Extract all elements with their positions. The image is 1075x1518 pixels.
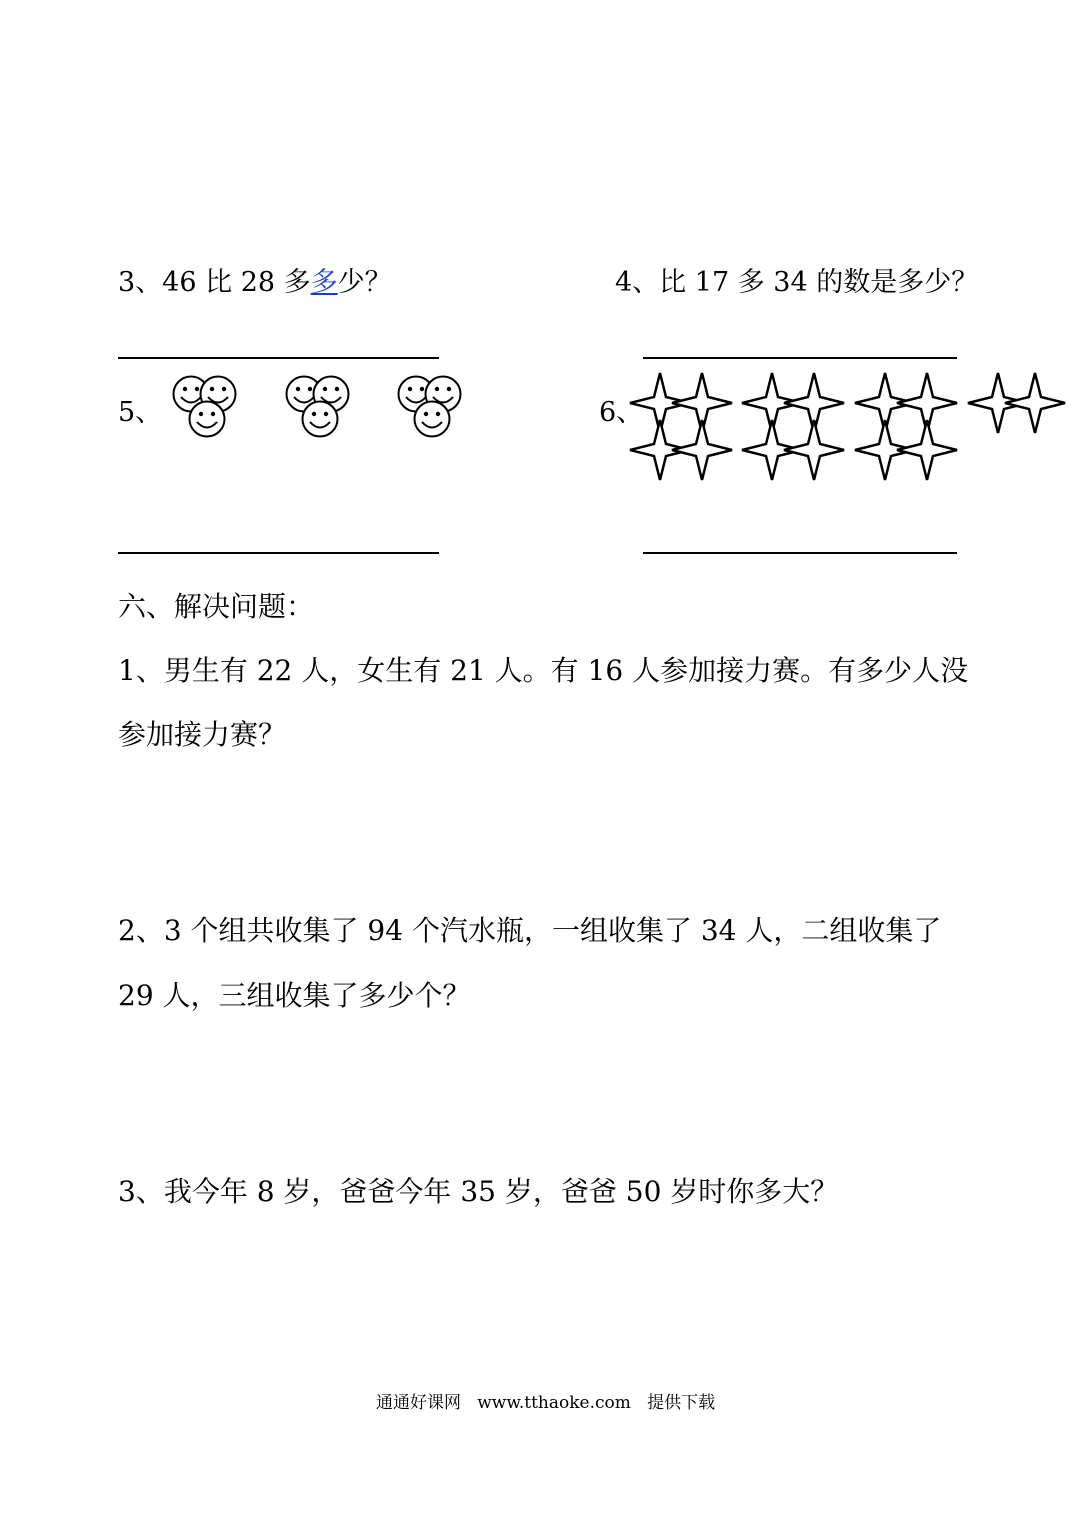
- four-point-star-icon: [672, 420, 732, 480]
- answer-line-q3: [118, 357, 439, 359]
- question-3-tail: 少？: [337, 267, 392, 298]
- star-group-1: [630, 373, 732, 480]
- problem-1-line-2: 参加接力赛？: [118, 718, 287, 751]
- problem-2-line-1: 2、3 个组共收集了 94 个汽水瓶，一组收集了 34 人，二组收集了: [118, 914, 942, 947]
- problem-3-line-1: 3、我今年 8 岁，爸爸今年 35 岁，爸爸 50 岁时你多大？: [118, 1175, 839, 1208]
- section-title: 六、解决问题：: [118, 590, 315, 623]
- smiley-group-1: [174, 377, 236, 437]
- smiley-group-2: [287, 377, 349, 437]
- answer-line-q5: [118, 552, 439, 554]
- question-4: 4、比 17 多 34 的数是多少？: [615, 267, 979, 298]
- smiley-group-3: [399, 377, 461, 437]
- smiley-face-icon: [415, 402, 450, 437]
- footer-text: 通通好课网 www.tthaoke.com 提供下载: [376, 1393, 716, 1413]
- star-group-2: [742, 373, 844, 480]
- four-point-star-icon: [1005, 373, 1065, 433]
- problem-2-line-2: 29 人，三组收集了多少个？: [118, 979, 471, 1012]
- smiley-face-icon: [303, 402, 338, 437]
- question-6-label: 6、: [599, 397, 644, 428]
- q6-figure: [638, 370, 1068, 490]
- q5-figure: [170, 374, 490, 444]
- star-group-4: [968, 373, 1065, 433]
- four-point-star-icon: [897, 420, 957, 480]
- smiley-face-icon: [190, 402, 225, 437]
- question-3-highlight[interactable]: 多: [310, 267, 338, 298]
- question-5-label: 5、: [118, 397, 163, 428]
- problem-1-line-1: 1、男生有 22 人，女生有 21 人。有 16 人参加接力赛。有多少人没: [118, 654, 969, 687]
- question-3-text: 3、46 比 28 多: [118, 267, 311, 298]
- answer-line-q4: [643, 357, 957, 359]
- answer-line-q6: [643, 552, 957, 554]
- question-3: [118, 267, 392, 299]
- four-point-star-icon: [784, 420, 844, 480]
- star-group-3: [855, 373, 957, 480]
